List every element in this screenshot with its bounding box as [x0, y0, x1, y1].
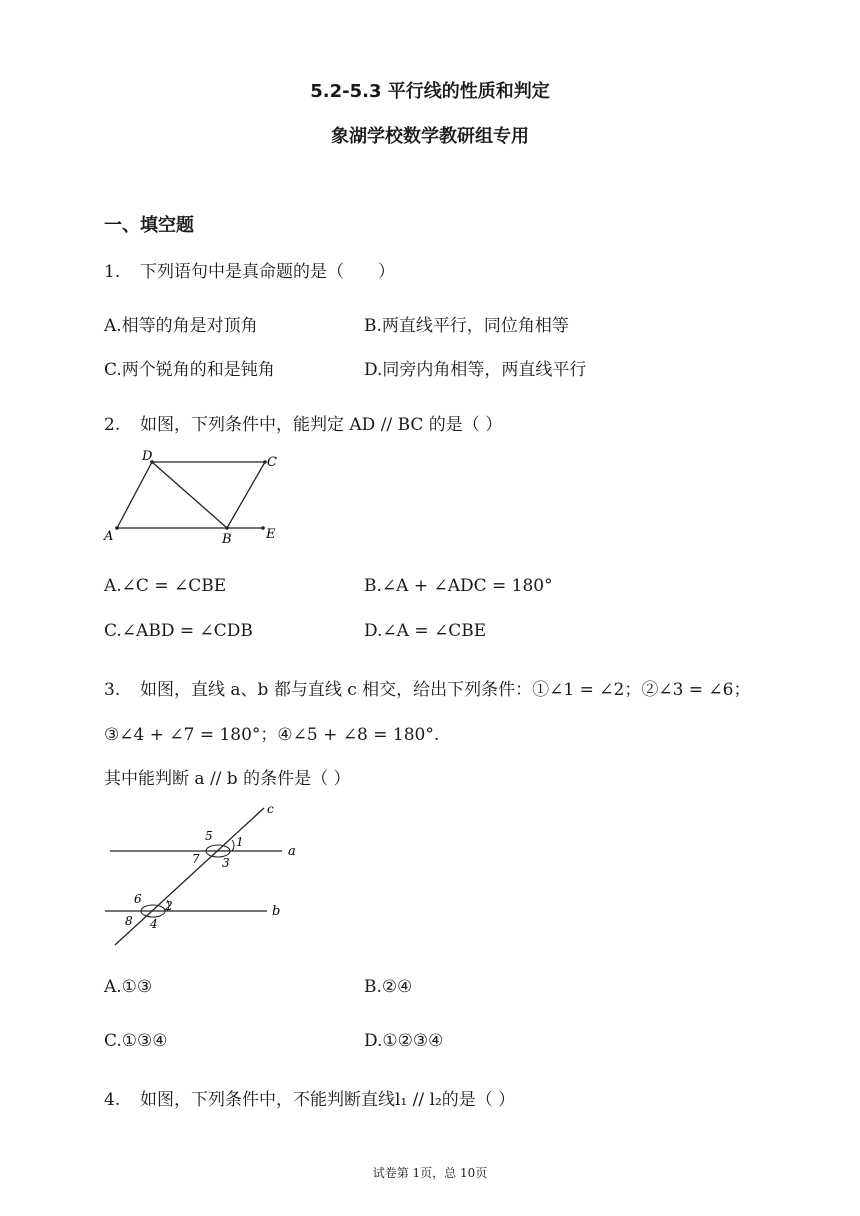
- q1-option-a: A.相等的角是对顶角: [104, 316, 258, 336]
- page-subtitle: 象湖学校数学教研组专用: [331, 126, 529, 147]
- q3-option-d: D.①②③④: [364, 1031, 444, 1051]
- section-heading: 一、填空题: [104, 215, 194, 236]
- label-d: D: [142, 449, 153, 464]
- q3-option-a: A.①③: [104, 977, 153, 997]
- question-2: [104, 410, 502, 435]
- label-e: E: [266, 527, 276, 542]
- segment-ad: [117, 462, 152, 528]
- label-3: 3: [222, 856, 230, 870]
- label-c: C: [267, 455, 277, 470]
- question-number: 4.: [104, 1090, 121, 1110]
- point-a: [115, 526, 119, 530]
- q2-option-d: D.∠A = ∠CBE: [364, 621, 487, 641]
- q1-option-d: D.同旁内角相等，两直线平行: [364, 360, 587, 380]
- question-1: [104, 257, 395, 282]
- segment-bc: [227, 462, 265, 528]
- q2-option-a: A.∠C = ∠CBE: [104, 576, 227, 596]
- q2-option-c: C.∠ABD = ∠CDB: [104, 621, 253, 641]
- question-number: 2.: [104, 415, 121, 435]
- question-4: [104, 1085, 515, 1110]
- segment-db: [152, 462, 227, 528]
- label-8: 8: [125, 914, 133, 928]
- question-number: 3.: [104, 680, 121, 700]
- question-number: 1.: [104, 262, 121, 282]
- q3-option-c: C.①③④: [104, 1031, 168, 1051]
- point-b: [225, 526, 229, 530]
- question-text: 如图，下列条件中，能判定 AD // BC 的是（ ）: [140, 415, 503, 435]
- label-c: c: [267, 802, 274, 816]
- page-footer: 试卷第 1页，总 10页: [372, 1166, 488, 1180]
- line-c: [115, 808, 264, 945]
- label-6: 6: [134, 892, 142, 906]
- label-5: 5: [205, 829, 213, 843]
- point-e: [261, 526, 265, 530]
- question-3: [104, 675, 751, 700]
- q2-option-b: B.∠A + ∠ADC = 180°: [364, 576, 553, 596]
- label-a: A: [104, 529, 114, 544]
- q1-option-b: B.两直线平行，同位角相等: [364, 316, 569, 336]
- question-text-line1: 如图，直线 a、b 都与直线 c 相交，给出下列条件：①∠1 = ∠2；②∠3 = ∠6；: [140, 680, 751, 700]
- label-b: B: [222, 532, 232, 547]
- question-text: 下列语句中是真命题的是（ ）: [140, 262, 395, 282]
- q3-figure: [100, 800, 320, 950]
- label-4: 4: [150, 917, 158, 931]
- question-3-line3: 其中能判断 a // b 的条件是（ ）: [104, 769, 351, 789]
- q3-option-b: B.②④: [364, 977, 413, 997]
- question-text: 如图，下列条件中，不能判断直线l₁ // l₂的是（ ）: [140, 1090, 516, 1110]
- question-3-line2: ③∠4 + ∠7 = 180°；④∠5 + ∠8 = 180°.: [104, 725, 440, 745]
- label-a: a: [288, 844, 296, 859]
- q2-figure: [100, 445, 290, 547]
- label-b: b: [272, 904, 281, 919]
- q1-option-c: C.两个锐角的和是钝角: [104, 360, 275, 380]
- page-title: 5.2-5.3 平行线的性质和判定: [310, 81, 550, 102]
- label-1: 1: [236, 835, 244, 849]
- label-2: 2: [165, 899, 173, 913]
- label-7: 7: [192, 852, 200, 866]
- angle-1-arc: [232, 840, 234, 851]
